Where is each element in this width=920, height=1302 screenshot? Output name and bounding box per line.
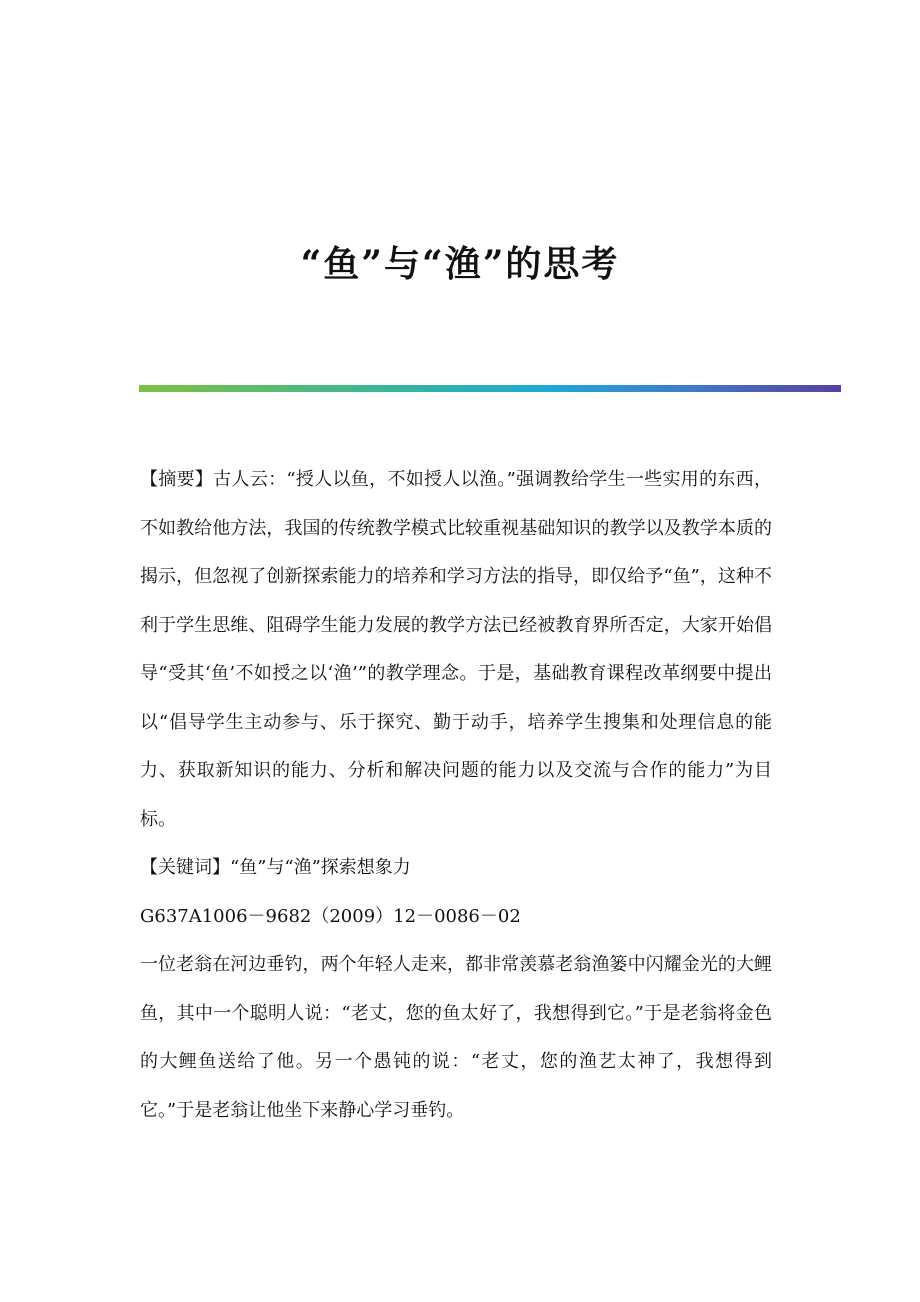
keywords-text: “鱼”与“渔”探索想象力 xyxy=(230,857,411,878)
article-body xyxy=(140,456,772,1135)
keywords-label: 【关键词】 xyxy=(140,857,230,878)
page-title: “鱼”与“渔”的思考 xyxy=(300,243,620,286)
classification-code: G637A1006－9682（2009）12－0086－02 xyxy=(140,905,521,927)
abstract-label: 【摘要】 xyxy=(140,469,214,490)
abstract-text: 古人云：“授人以鱼，不如授人以渔。”强调教给学生一些实用的东西，不如教给他方法，我国的传统教学模式比较重视基础知识的教学以及教学本质的揭示，但忽视了创新探索能力的培养和学习方法的指导，即仅给予“鱼”，这种不利于学生思维、阻碍学生能力发展的教学方法已经被教育界所否定，大家开始倡导“受其‘鱼’不如授之以‘渔’”的教学理念。于是，基础教育课程改革纲要中提出以“倡导学生主动参与、乐于探究、勤于动手，培养学生搜集和处理信息的能力、获取新知识的能力、分析和解决问题的能力以及交流与合作的能力”为目标。 xyxy=(140,469,773,830)
body-paragraph: 一位老翁在河边垂钓，两个年轻人走来，都非常羡慕老翁渔篓中闪耀金光的大鲤鱼，其中一个聪明人说：“老丈，您的鱼太好了，我想得到它。”于是老翁将金色的大鲤鱼送给了他。另一个愚钝的说：“老丈，您的渔艺太神了，我想得到它。”于是老翁让他坐下来静心学习垂钓。 xyxy=(140,954,772,1121)
title-divider xyxy=(139,385,841,392)
keywords-line xyxy=(140,844,772,893)
abstract-paragraph xyxy=(140,456,772,844)
